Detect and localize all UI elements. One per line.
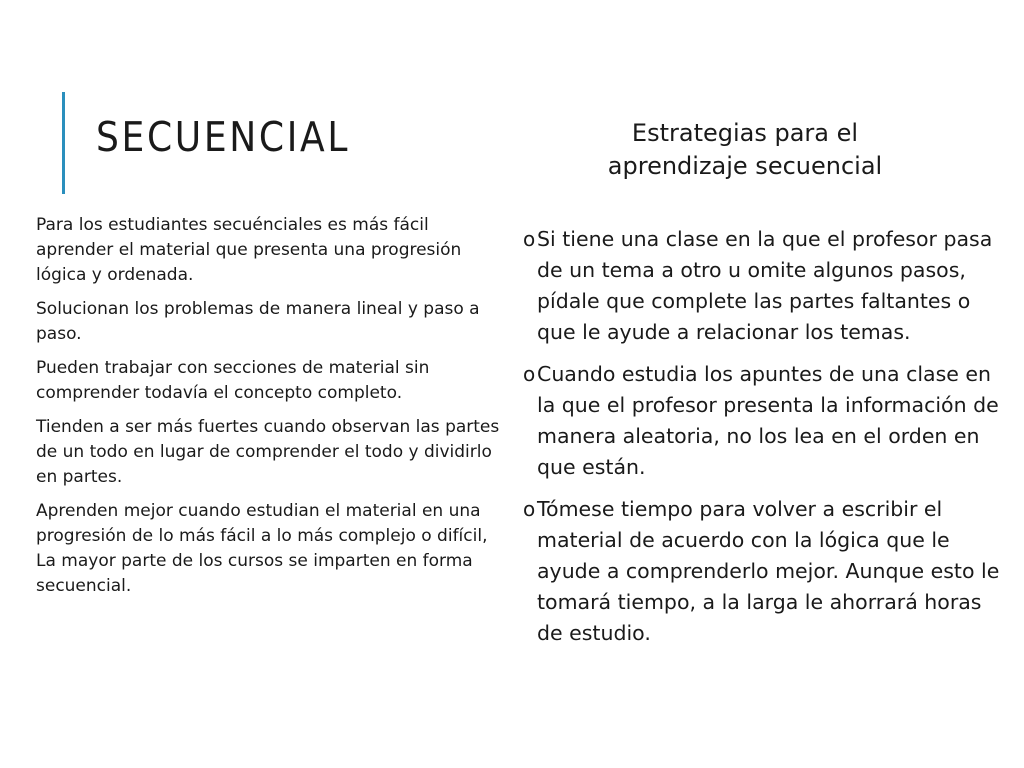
strategy-text: Si tiene una clase en la que el profesor pasa de un tema a otro u omite algunos pasos, pídale que complete las partes faltantes o que le ayude a relacionar los temas. [537,227,993,344]
strategies-heading [540,117,950,183]
strategy-item [523,359,1003,483]
bullet-marker-icon: o [523,227,536,251]
bullet-marker-icon: o [523,362,536,386]
strategy-text: Cuando estudia los apuntes de una clase en la que el profesor presenta la información de manera aleatoria, no los lea en el orden en que están. [537,362,999,479]
characteristic-paragraph: Aprenden mejor cuando estudian el material en una progresión de lo más fácil a lo más complejo o difícil, La mayor parte de los cursos se imparten en forma secuencial. [36,501,488,596]
characteristics-column [36,213,506,608]
strategy-text: Tómese tiempo para volver a escribir el material de acuerdo con la lógica que le ayude a comprenderlo mejor. Aunque esto le tomará tiempo, a la larga le ahorrará horas de estudio. [537,497,1000,645]
strategy-item [523,224,1003,348]
characteristic-paragraph: Solucionan los problemas de manera lineal y paso a paso. [36,299,480,344]
title-accent-bar [62,92,65,194]
bullet-marker-icon: o [523,497,536,521]
strategies-list [523,224,1003,660]
characteristic-paragraph: Para los estudiantes secuénciales es más fácil aprender el material que presenta una progresión lógica y ordenada. [36,215,462,285]
characteristic-paragraph: Pueden trabajar con secciones de material sin comprender todavía el concepto completo. [36,358,430,403]
strategies-heading-line-2: aprendizaje secuencial [607,152,883,180]
characteristic-paragraph: Tienden a ser más fuertes cuando observan las partes de un todo en lugar de comprender el todo y dividirlo en partes. [36,417,500,487]
strategies-heading-line-1: Estrategias para el [631,119,859,147]
strategy-item [523,494,1003,649]
slide-title: SECUENCIAL [96,113,351,161]
